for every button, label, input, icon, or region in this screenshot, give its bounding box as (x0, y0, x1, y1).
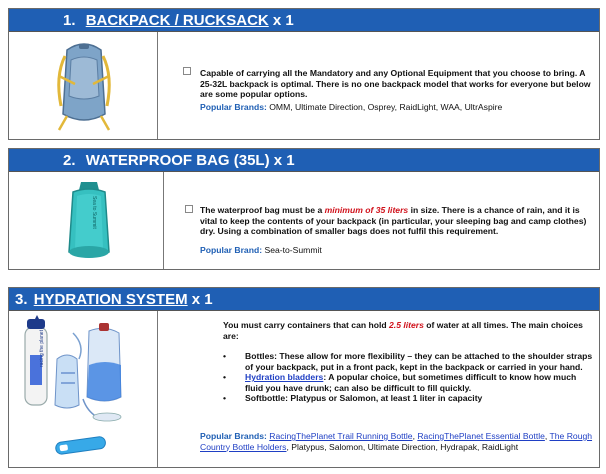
section-header (9, 9, 599, 32)
intro-emphasis: 2.5 liters (389, 320, 424, 330)
bag-label: Sea to Summit (91, 196, 97, 229)
brand-link-bottle-holders[interactable]: The Rough Country Bottle Holders (200, 431, 593, 452)
list-item (223, 372, 593, 393)
description-emphasis: minimum of 35 liters (324, 205, 409, 215)
bullet-text: : A popular choice, but sometimes difficult to know how much fluid you have drunk; can also be difficult to fill quickly. (245, 372, 577, 393)
bullet-text: Softbottle: Platypus or Salomon, at least 1 liter in capacity (245, 393, 483, 404)
section-title: WATERPROOF BAG (35L) (85, 152, 270, 169)
brands-list: , Platypus, Salomon, Ultimate Direction, Hydrapak, RaidLight (286, 441, 519, 452)
list-item (223, 393, 593, 404)
backpack-icon (49, 36, 119, 134)
section-number: 1. (63, 12, 76, 29)
hydration-options-list (223, 351, 593, 404)
section-description: Capable of carrying all the Mandatory and any Optional Equipment that you choose to bring. A 25-32L backpack is optimal. There is no one backpack model that works for everyone but below are some popular options. (200, 68, 591, 100)
checkbox[interactable] (185, 205, 193, 213)
description-start: The waterproof bag must be a (200, 205, 323, 215)
checkbox[interactable] (183, 67, 191, 75)
section-hydration-system (8, 287, 600, 468)
image-cell (9, 32, 158, 139)
section-description (200, 205, 592, 237)
section-intro (223, 320, 593, 341)
brands-label: Popular Brands: (200, 431, 267, 441)
section-title: BACKPACK / RUCKSACK (85, 12, 269, 29)
section-quantity: x 1 (272, 12, 294, 29)
section-backpack (8, 8, 600, 140)
section-number: 3. (15, 291, 28, 308)
brands-label: Popular Brands: (200, 102, 267, 112)
section-quantity: x 1 (191, 291, 213, 308)
hydration-gear-icon (15, 315, 145, 465)
popular-brands (200, 245, 592, 256)
brands-list: OMM, Ultimate Direction, Osprey, RaidLight, WAA, UltrAspire (269, 102, 503, 112)
bullet-text: Bottles: These allow for more flexibility – they can be attached to the shoulder straps of your backpack, put in a front pack, kept in the backpack or carried in your hand. (245, 351, 593, 372)
intro-end: of water at all times. The main choices are: (223, 320, 583, 341)
section-header (9, 288, 599, 311)
dry-bag-icon (59, 180, 119, 262)
intro-start: You must carry containers that can hold (223, 320, 387, 330)
bottle-label: racing the planet (39, 330, 45, 367)
brands-list: Sea-to-Summit (264, 245, 322, 255)
image-cell (9, 172, 164, 269)
hydration-bladders-link[interactable]: Hydration bladders (245, 372, 324, 383)
section-quantity: x 1 (273, 152, 295, 169)
brand-link-trail-running-bottle[interactable]: RacingThePlanet Trail Running Bottle (269, 431, 413, 441)
list-item (223, 351, 593, 372)
section-title: HYDRATION SYSTEM (33, 291, 188, 308)
section-waterproof-bag (8, 148, 600, 270)
popular-brands: Popular Brands: RacingThePlanet Trail Running Bottle, RacingThePlanet Essential Bottle, The Rough Country Bottle Holders, Platypus, Salomon, Ultimate Direction, Hydrapak, RaidLight (200, 431, 593, 452)
brand-link-essential-bottle[interactable]: RacingThePlanet Essential Bottle (417, 431, 545, 441)
brands-label: Popular Brand: (200, 245, 263, 255)
popular-brands (200, 102, 592, 113)
image-cell (9, 311, 158, 467)
description-end: in size. There is a chance of rain, and it is vital to keep the contents of your backpack (in particular, your sleeping bag and camp clothes) dry. Using a combination of smaller bags does not fulfil this requirement. (200, 205, 587, 237)
section-number: 2. (63, 152, 76, 169)
section-header (9, 149, 599, 172)
